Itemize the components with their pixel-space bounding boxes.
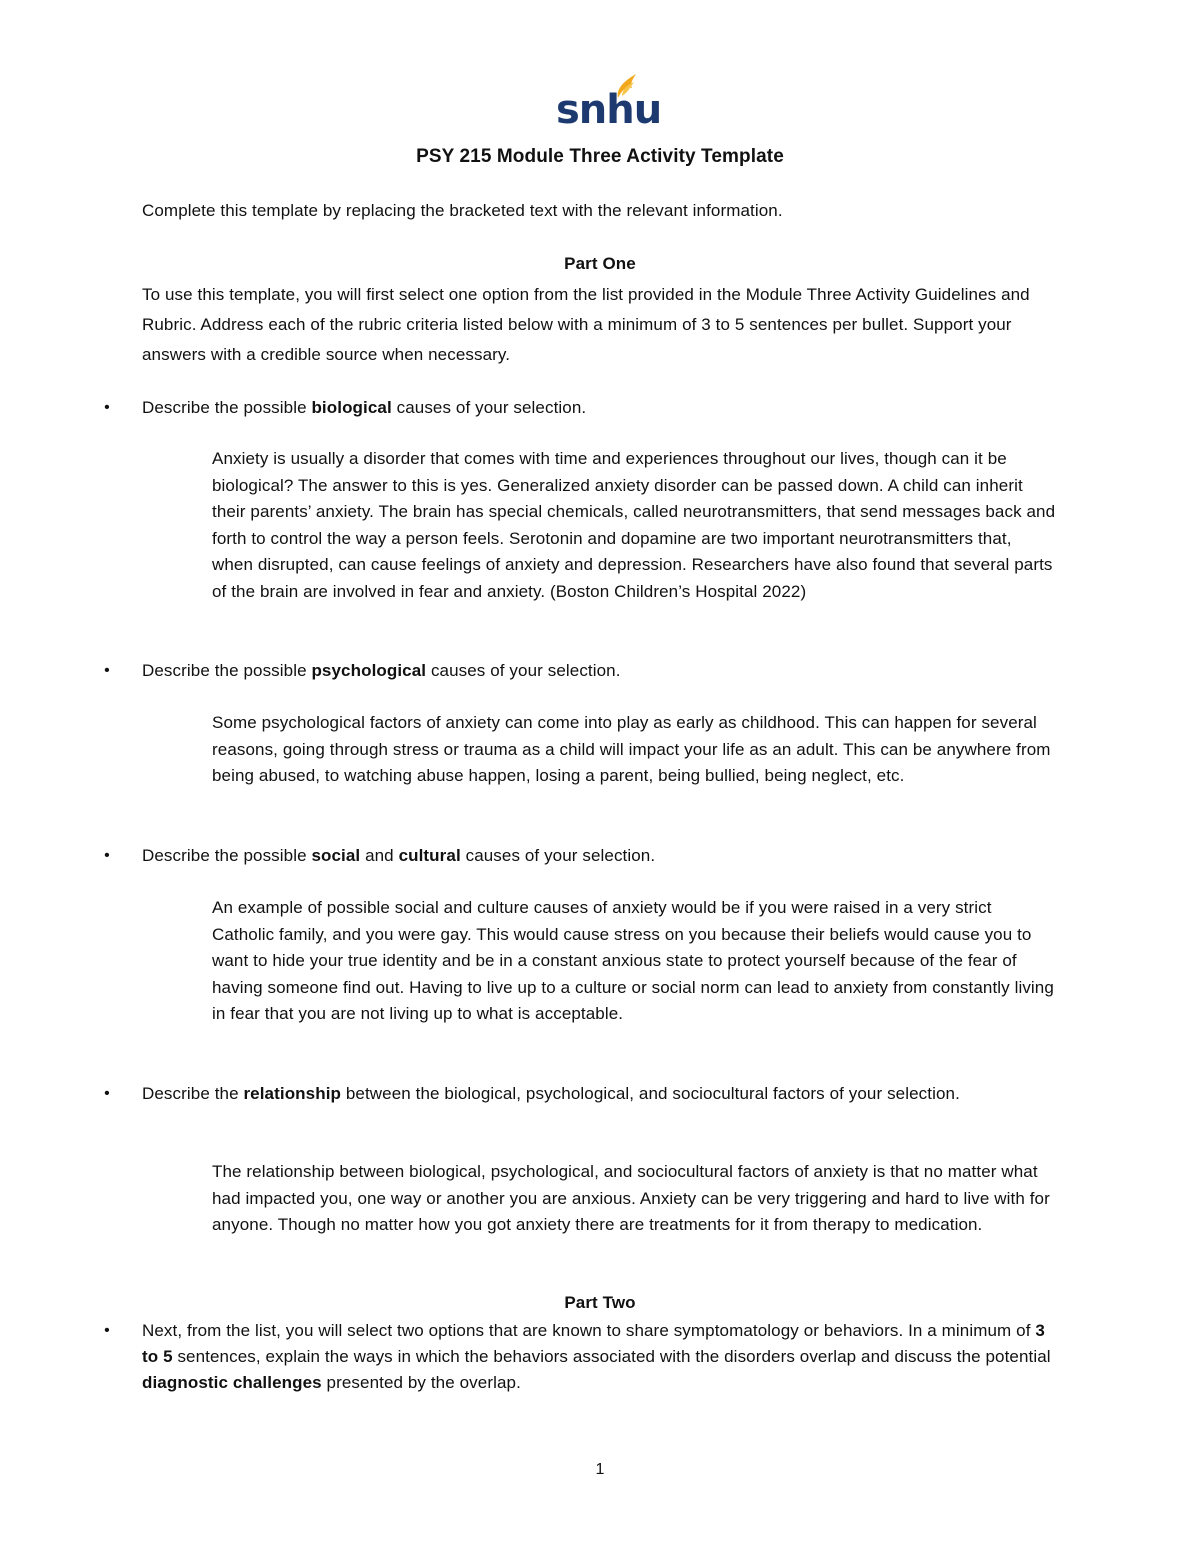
document-title: PSY 215 Module Three Activity Template	[416, 146, 784, 167]
bullet-marker: •	[104, 1085, 110, 1102]
bullet-marker: •	[104, 1322, 110, 1339]
page-number: 1	[595, 1461, 605, 1478]
bullet-marker: •	[104, 847, 110, 864]
prompt-psychological: Describe the possible psychological causes of your selection.	[142, 661, 621, 680]
part-one-heading: Part One	[564, 254, 636, 273]
part-one-instructions: To use this template, you will first select one option from the list provided in the Module Three Activity Guidelines and Rubric. Address each of the rubric criteria listed below with a minimum of 3 to 5 sentences per bullet. Support your answers with a credible source when necessary.	[142, 285, 1030, 364]
answer-relationship: The relationship between biological, psychological, and sociocultural factors of anxiety is that no matter what had impacted you, one way or another you are anxious. Anxiety can be very triggering and hard to live with for anyone. Though no matter how you got anxiety there are treatments for it from therapy to medication.	[212, 1162, 1050, 1235]
flame-icon	[614, 72, 638, 100]
prompt-sociocultural: Describe the possible social and cultural causes of your selection.	[142, 846, 656, 865]
prompt-biological: Describe the possible biological causes of your selection.	[142, 398, 587, 417]
answer-psychological: Some psychological factors of anxiety can come into play as early as childhood. This can happen for several reasons, going through stress or trauma as a child will impact your life as an adult. This can be anywhere from being abused, to watching abuse happen, losing a parent, being bullied, being neglect, etc.	[212, 713, 1051, 786]
bullet-marker: •	[104, 399, 110, 416]
template-instructions: Complete this template by replacing the bracketed text with the relevant information.	[142, 201, 783, 220]
snhu-logo	[556, 72, 662, 133]
prompt-relationship: Describe the relationship between the biological, psychological, and sociocultural factors of your selection.	[142, 1084, 960, 1103]
answer-sociocultural: An example of possible social and culture causes of anxiety would be if you were raised in a very strict Catholic family, and you were gay. This would cause stress on you because their beliefs would cause you to want to hide your true identity and be in a constant anxious state to protect yourself because of the fear of having someone find out. Having to live up to a culture or social norm can lead to anxiety from constantly living in fear that you are not living up to what is acceptable.	[212, 898, 1054, 1024]
prompt-part-two: Next, from the list, you will select two options that are known to share symptomatology or behaviors. In a minimum of 3 to 5 sentences, explain the ways in which the behaviors associated with the disorders overlap and discuss the potential diagnostic challenges presented by the overlap.	[142, 1321, 1051, 1392]
part-two-heading: Part Two	[564, 1293, 636, 1312]
answer-biological: Anxiety is usually a disorder that comes with time and experiences throughout our lives, though can it be biological? The answer to this is yes. Generalized anxiety disorder can be passed down. A child can inherit their parents’ anxiety. The brain has special chemicals, called neurotransmitters, that send messages back and forth to control the way a person feels. Serotonin and dopamine are two important neurotransmitters that, when disrupted, can cause feelings of anxiety and depression. Researchers have also found that several parts of the brain are involved in fear and anxiety. (Boston Children’s Hospital 2022)	[212, 449, 1056, 601]
logo-wordmark: snhu	[556, 87, 662, 133]
bullet-marker: •	[104, 662, 110, 679]
